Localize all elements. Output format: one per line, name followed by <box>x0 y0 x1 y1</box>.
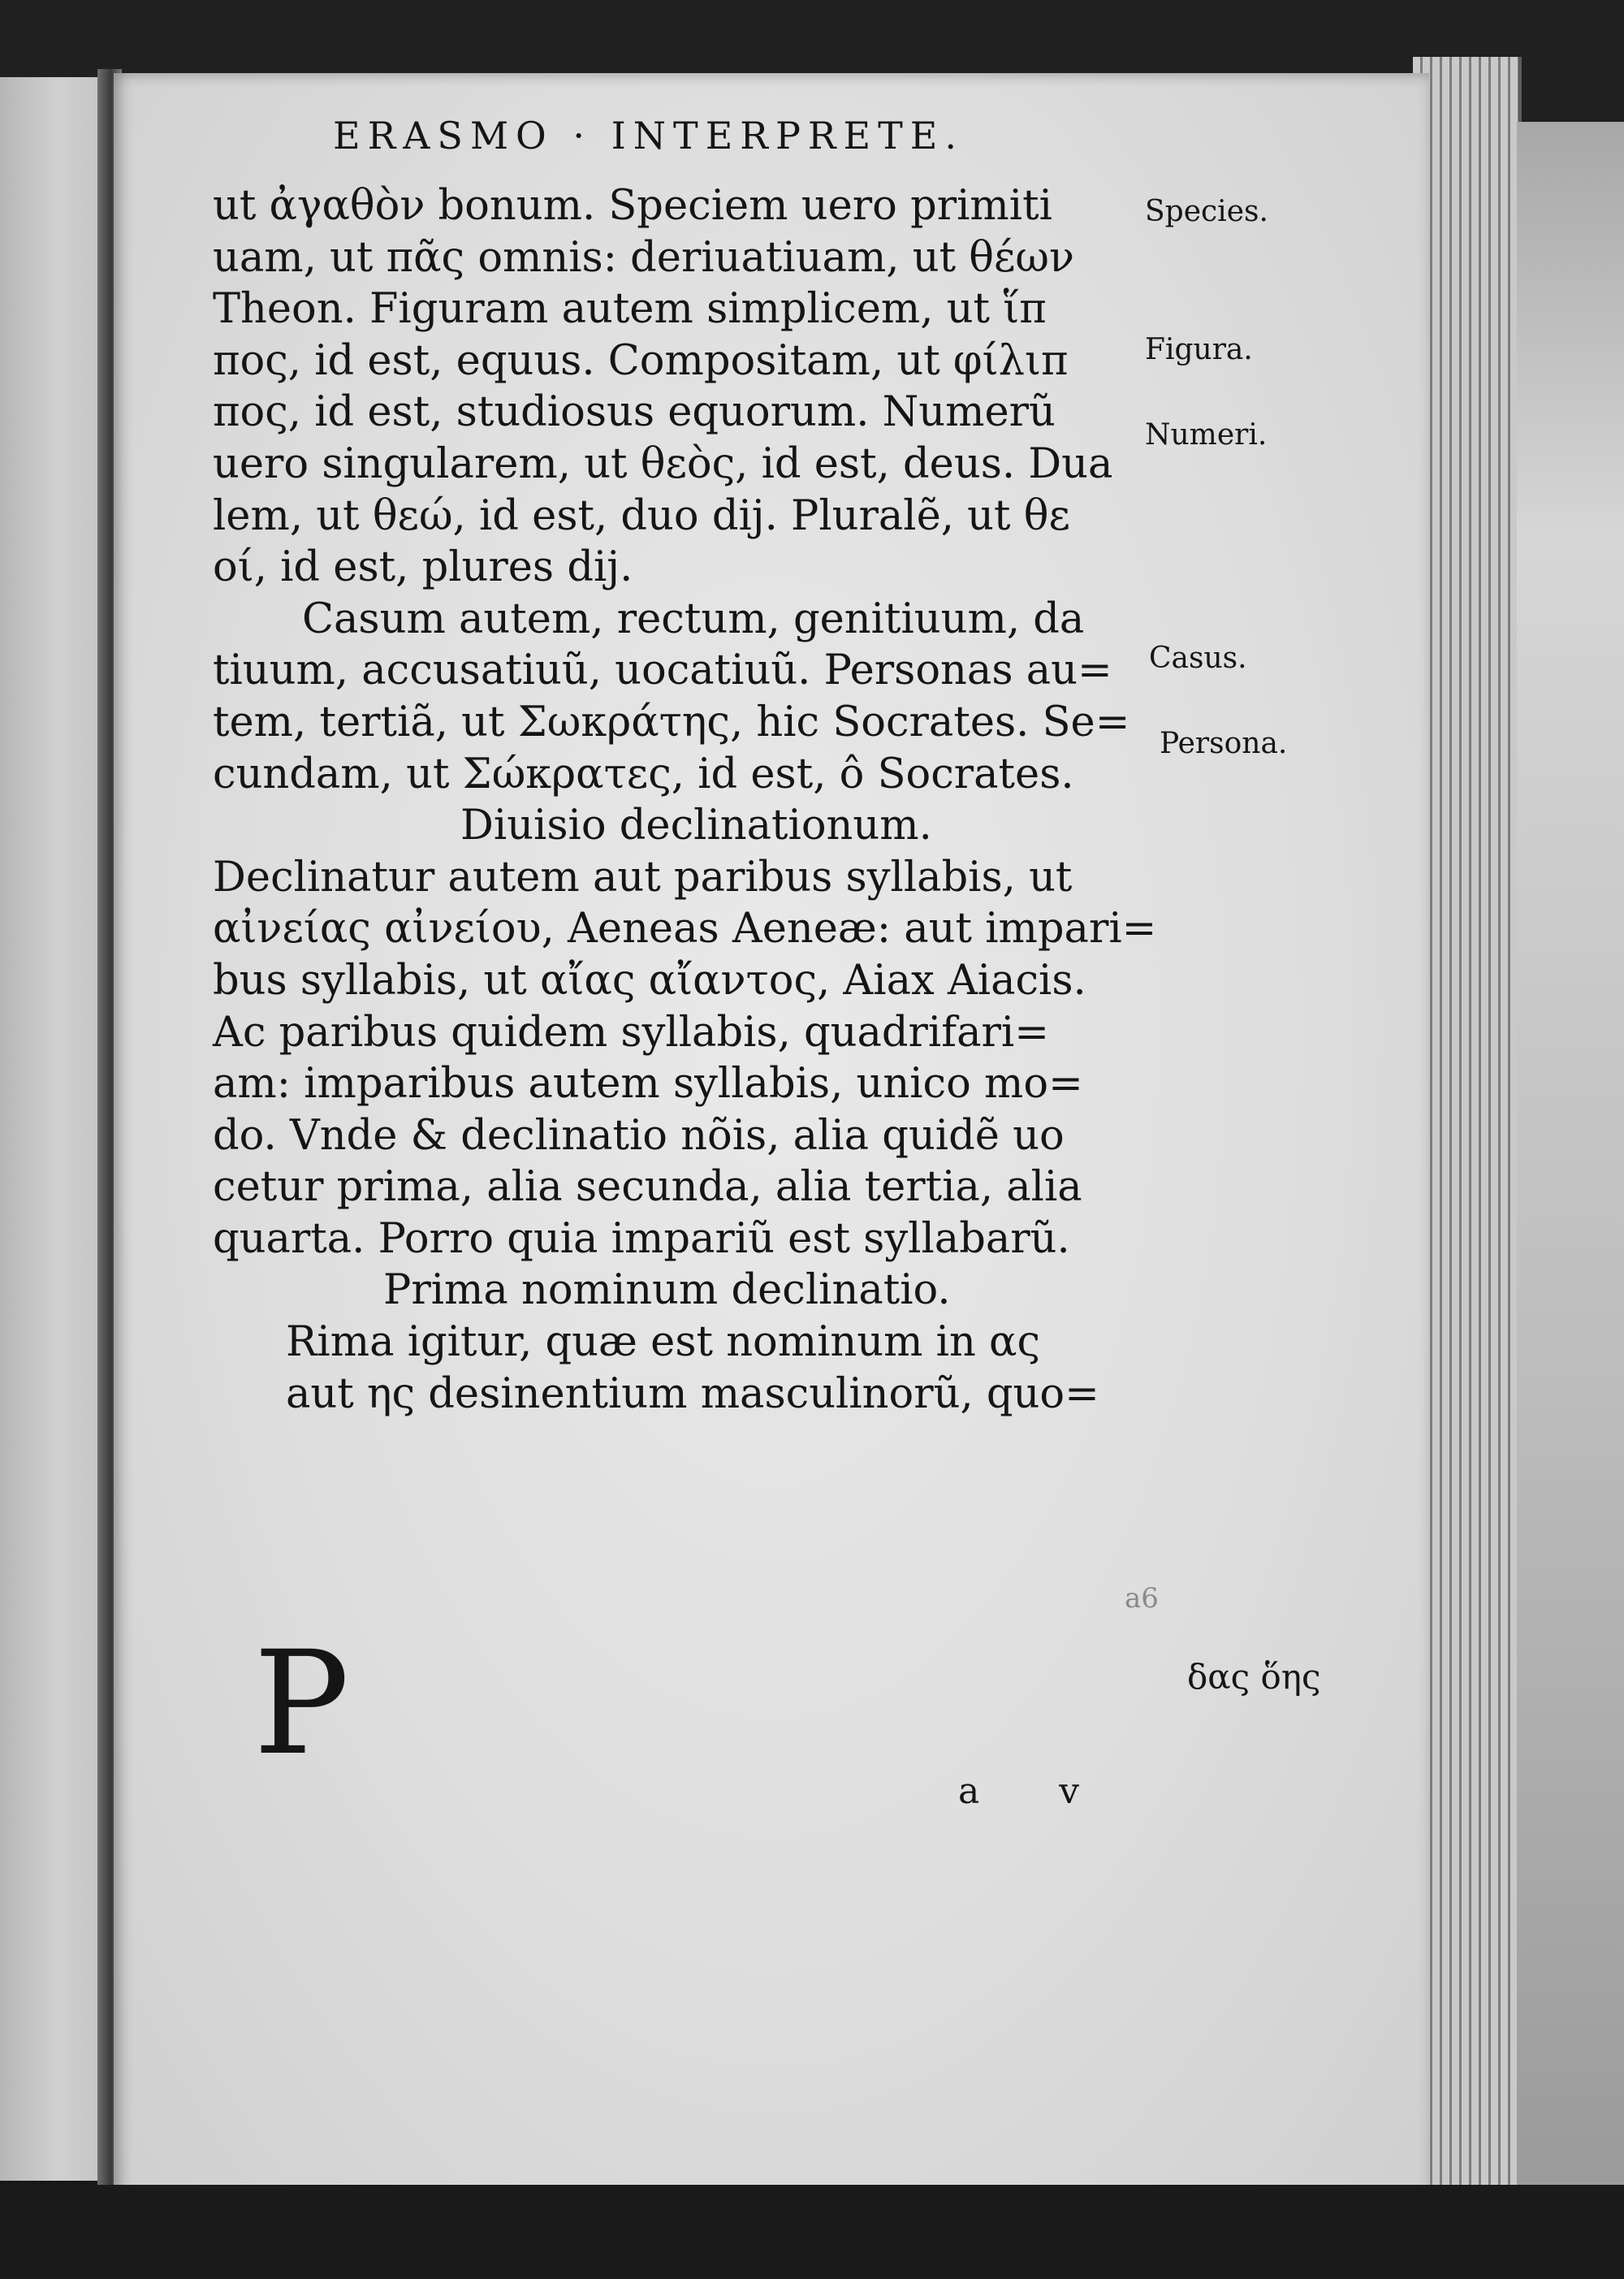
margin-note-species: Species. <box>1145 195 1268 228</box>
body-line: tiuum, accusatiuũ, uocatiuũ. Personas au= <box>213 647 1112 695</box>
pencil-annotation: a6 <box>1125 1582 1159 1615</box>
body-line: bus syllabis, ut αἴας αἴαντος, Aiax Aiacis. <box>213 956 1086 1005</box>
signature-mark: a v <box>958 1771 1114 1812</box>
body-line: Ac paribus quidem syllabis, quadrifari= <box>213 1008 1049 1057</box>
body-line: lem, ut θεώ, id est, duo dij. Pluralẽ, ut θε <box>213 491 1070 540</box>
margin-note-numeri: Numeri. <box>1145 418 1268 452</box>
section-heading: Prima nominum declinatio. <box>383 1266 951 1315</box>
body-line: uero singularem, ut θεὸς, id est, deus. Dua <box>213 439 1113 488</box>
margin-note-greek-endings: δας ὅης <box>1187 1657 1321 1697</box>
body-line: aut ης desinentium masculinorũ, quo= <box>286 1369 1099 1418</box>
body-line: οί, id est, plures dij. <box>213 543 633 592</box>
margin-note-casus: Casus. <box>1149 642 1247 675</box>
body-line: Declinatur autem aut paribus syllabis, ut <box>213 853 1073 902</box>
body-line: Casum autem, rectum, genitiuum, da <box>302 595 1085 643</box>
body-line: ut ἀγαθὸν bonum. Speciem uero primiti <box>213 182 1052 230</box>
margin-note-persona: Persona. <box>1160 727 1288 760</box>
body-line: tem, tertiã, ut Σωκράτης, hic Socrates. Se= <box>213 698 1130 746</box>
body-line: αἰνείας αἰνείου, Aeneas Aeneæ: aut impari= <box>213 905 1157 954</box>
page-edges-stack <box>1413 57 1522 2185</box>
scan-bottom-background <box>0 2185 1624 2279</box>
text-block <box>213 180 1171 1420</box>
backing-board <box>1517 122 1624 2201</box>
body-line: πος, id est, studiosus equorum. Numerũ <box>213 388 1056 437</box>
body-line: do. Vnde & declinatio nõis, alia quidẽ uo <box>213 1111 1065 1160</box>
body-line: cundam, ut Σώκρατες, id est, ô Socrates. <box>213 750 1074 798</box>
running-head: ERASMO · INTERPRETE. <box>333 114 964 158</box>
body-line: cetur prima, alia secunda, alia tertia, alia <box>213 1163 1082 1212</box>
body-line: am: imparibus autem syllabis, unico mo= <box>213 1060 1083 1109</box>
body-line: πος, id est, equus. Compositam, ut φίλιπ <box>213 336 1069 385</box>
body-line: Theon. Figuram autem simplicem, ut ἵπ <box>213 285 1047 334</box>
body-line: Rima igitur, quæ est nominum in ας <box>286 1318 1041 1367</box>
section-heading: Diuisio declinationum. <box>460 802 932 850</box>
margin-note-figura: Figura. <box>1145 333 1253 366</box>
drop-initial-letter: P <box>253 1620 350 1787</box>
left-facing-page-edge <box>0 77 108 2181</box>
body-line: quarta. Porro quia impariũ est syllabarũ. <box>213 1214 1070 1263</box>
body-line: uam, ut πᾶς omnis: deriuatiuam, ut θέων <box>213 233 1074 282</box>
